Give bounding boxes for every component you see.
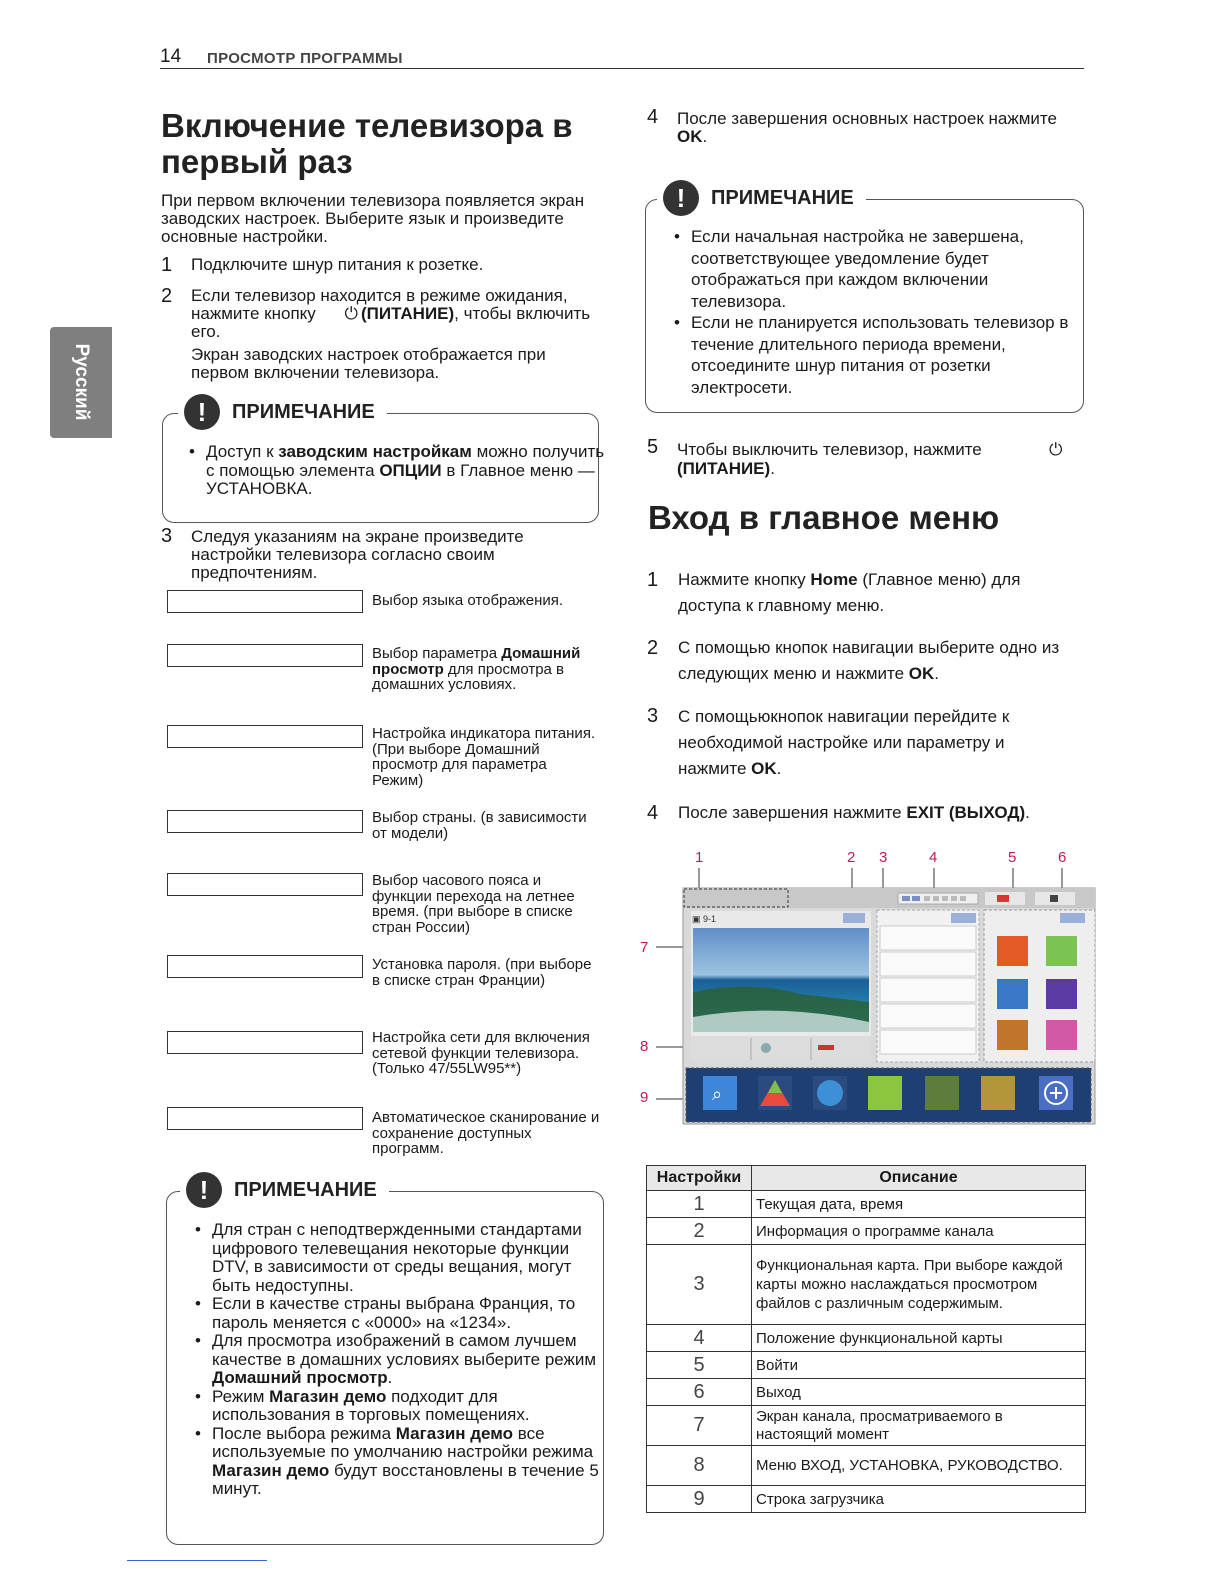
settings-screen-thumbnail — [167, 873, 363, 896]
header-divider — [160, 68, 1084, 69]
callout-number: 3 — [879, 849, 888, 866]
table-row: 7 Экран канала, просматриваемого в настоящий момент — [647, 1406, 1086, 1446]
note-list — [190, 1221, 608, 1499]
step-text: После завершения основных настроек нажмите OK. — [677, 109, 1057, 146]
note-item: • Если не планируется использовать телевизор в течение длительного периода времени, отсоедините шнур питания от розетки электросети. — [691, 312, 1087, 398]
note-item: • После выбора режима Магазин демо все используемые по умолчанию настройки режима Магазин демо будут восстановлены в течение 5 минут. — [212, 1425, 608, 1499]
power-icon: ⏻ — [1049, 440, 1063, 459]
intro-text: При первом включении телевизора появляется экран заводских настроек. Выберите язык и произведите основные настройки. — [161, 191, 585, 246]
step-text: Чтобы выключить телевизор, нажмите ⏻ (ПИТАНИЕ). — [677, 440, 1063, 478]
step-number: 2 — [161, 285, 173, 307]
section-title: ПРОСМОТР ПРОГРАММЫ — [207, 50, 403, 67]
step-number: 2 — [647, 637, 659, 659]
callout-number: 2 — [847, 849, 856, 866]
table-row: 1 Текущая дата, время — [647, 1191, 1086, 1218]
callout-number: 4 — [929, 849, 938, 866]
step-number: 4 — [647, 106, 659, 128]
setting-description: Настройка индикатора питания. (При выборе Домашний просмотр для параметра Режим) — [372, 725, 596, 789]
table-row: 8 Меню ВХОД, УСТАНОВКА, РУКОВОДСТВО. — [647, 1446, 1086, 1486]
step-text: С помощьюкнопок навигации перейдите к необходимой настройке или параметру и нажмите OK. — [678, 707, 1010, 778]
column-header: Описание — [752, 1166, 1086, 1191]
setting-description: Выбор языка отображения. — [372, 592, 564, 609]
step-text-secondary: Экран заводских настроек отображается при первом включении телевизора. — [191, 345, 546, 382]
section-heading: Вход в главное меню — [648, 499, 1000, 536]
power-icon: ⏻ — [344, 304, 358, 323]
step-text: С помощью кнопок навигации выберите одно из следующих меню и нажмите OK. — [678, 638, 1060, 683]
setting-description: Выбор параметра Домашний просмотр для просмотра в домашних условиях. — [372, 645, 581, 693]
step-number: 5 — [647, 436, 659, 458]
home-menu-illustration — [640, 862, 1100, 1132]
note-item: • Если в качестве страны выбрана Франция, то пароль меняется с «0000» на «1234». — [212, 1295, 608, 1332]
note-title: ПРИМЕЧАНИЕ — [228, 1179, 383, 1202]
note-list — [184, 443, 606, 499]
settings-screen-thumbnail — [167, 1107, 363, 1130]
note-item: • Доступ к заводским настройкам можно получить с помощью элемента ОПЦИИ в Главное меню — УСТАНОВКА. — [206, 443, 606, 499]
callout-number: 1 — [695, 849, 704, 866]
svg-text:⌕: ⌕ — [712, 1084, 723, 1105]
callout-number: 6 — [1058, 849, 1067, 866]
note-title: ПРИМЕЧАНИЕ — [705, 187, 860, 210]
callout-number: 5 — [1008, 849, 1017, 866]
settings-table — [646, 1165, 1086, 1513]
callout-number: 7 — [640, 939, 649, 956]
warning-icon: ! — [184, 394, 220, 430]
note-item: • Для просмотра изображений в самом лучшем качестве в домашних условиях выберите режим Домашний просмотр. — [212, 1332, 608, 1388]
page-title: Включение телевизора в первый раз — [161, 107, 573, 180]
note-item: • Для стран с неподтвержденными стандартами цифрового телевещания некоторые функции DTV, в зависимости от среды вещания, могут быть недоступны. — [212, 1221, 608, 1295]
table-row: 4 Положение функциональной карты — [647, 1325, 1086, 1352]
setting-description: Выбор страны. (в зависимости от модели) — [372, 809, 587, 842]
note-header — [657, 180, 866, 216]
step-number: 4 — [647, 802, 659, 824]
table-header-row — [647, 1166, 1086, 1191]
note-header — [178, 394, 387, 430]
setting-description: Автоматическое сканирование и сохранение доступных программ. — [372, 1109, 600, 1157]
footer-rule — [127, 1560, 267, 1561]
note-title: ПРИМЕЧАНИЕ — [226, 401, 381, 424]
table-row: 6 Выход — [647, 1379, 1086, 1406]
settings-screen-thumbnail — [167, 955, 363, 978]
setting-description: Настройка сети для включения сетевой функции телевизора. (Только 47/55LW95**) — [372, 1029, 590, 1077]
language-tab-label: Русский — [71, 343, 92, 421]
step-text: Следуя указаниям на экране произведите настройки телевизора согласно своим предпочтениям. — [191, 527, 524, 582]
svg-text:▣ 9-1: ▣ 9-1 — [692, 914, 717, 924]
callout-number: 9 — [640, 1089, 649, 1106]
table-row: 2 Информация о программе канала — [647, 1218, 1086, 1245]
settings-screen-thumbnail — [167, 725, 363, 748]
callout-number: 8 — [640, 1038, 649, 1055]
column-header: Настройки — [647, 1166, 752, 1191]
table-row: 5 Войти — [647, 1352, 1086, 1379]
settings-screen-thumbnail — [167, 1031, 363, 1054]
step-number: 1 — [161, 254, 173, 276]
note-list — [669, 226, 1087, 398]
warning-icon: ! — [663, 180, 699, 216]
settings-screen-thumbnail — [167, 590, 363, 613]
language-tab — [50, 327, 112, 438]
page-number: 14 — [160, 46, 182, 67]
step-number: 3 — [161, 525, 173, 547]
table-row: 3 Функциональная карта. При выборе каждой карты можно наслаждаться просмотром файлов с различным содержимым. — [647, 1245, 1086, 1325]
step-text: Если телевизор находится в режиме ожидания, нажмите кнопку ⏻ (ПИТАНИЕ), чтобы включить его. — [191, 286, 591, 341]
step-number: 3 — [647, 705, 659, 727]
step-text: После завершения нажмите EXIT (ВЫХОД). — [678, 803, 1030, 822]
note-item: • Если начальная настройка не завершена, соответствующее уведомление будет отображаться при каждом включении телевизора. — [691, 226, 1087, 312]
note-header — [180, 1172, 389, 1208]
settings-screen-thumbnail — [167, 810, 363, 833]
warning-icon: ! — [186, 1172, 222, 1208]
step-text: Подключите шнур питания к розетке. — [191, 255, 484, 274]
step-number: 1 — [647, 569, 659, 591]
table-row: 9 Строка загрузчика — [647, 1486, 1086, 1513]
settings-screen-thumbnail — [167, 644, 363, 667]
step-text: Нажмите кнопку Home (Главное меню) для доступа к главному меню. — [678, 570, 1021, 615]
setting-description: Выбор часового пояса и функции перехода на летнее время. (при выборе в списке стран России) — [372, 872, 575, 936]
note-item: • Режим Магазин демо подходит для использования в торговых помещениях. — [212, 1388, 608, 1425]
setting-description: Установка пароля. (при выборе в списке стран Франции) — [372, 956, 592, 989]
